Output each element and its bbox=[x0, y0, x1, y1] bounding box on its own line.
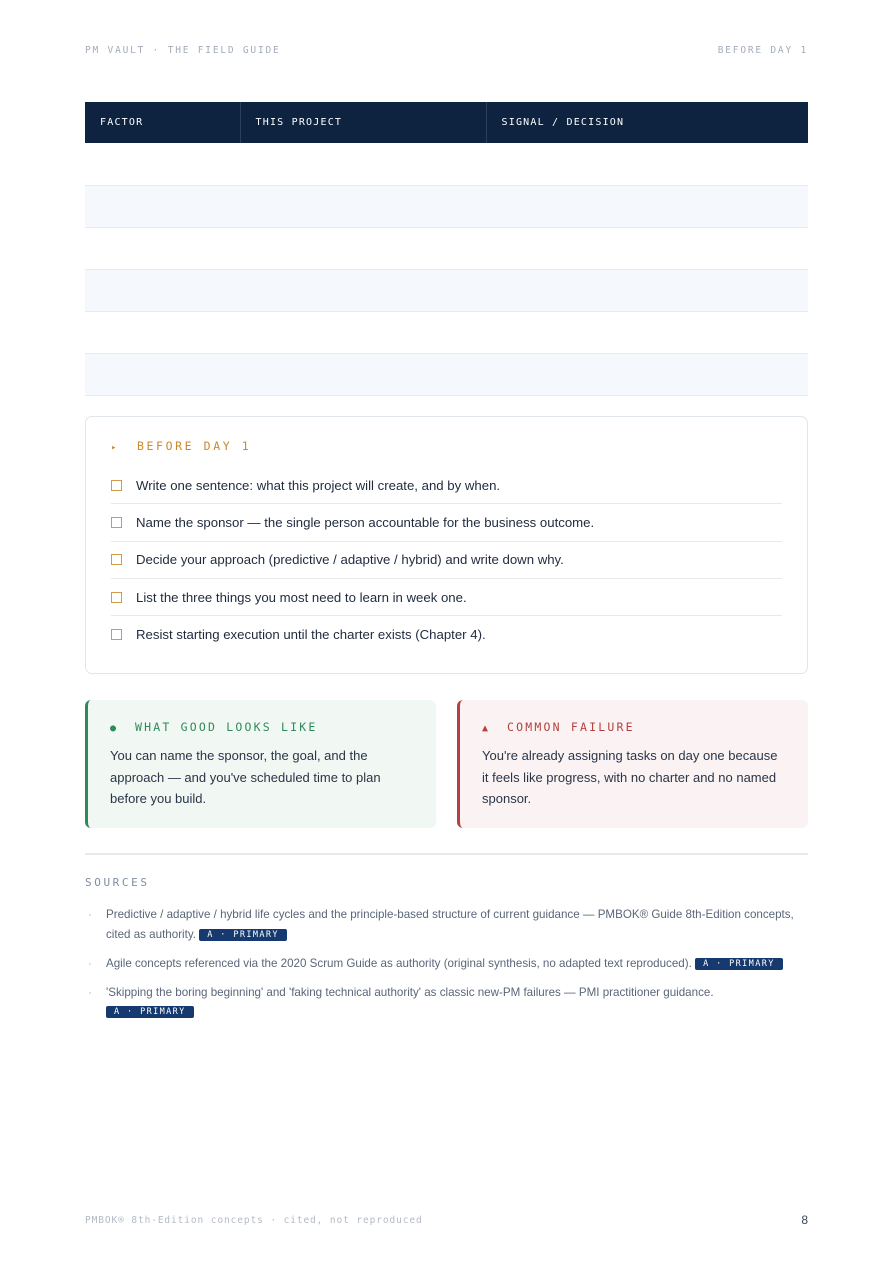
checklist-item[interactable] bbox=[111, 616, 782, 653]
checkbox-icon[interactable] bbox=[111, 480, 122, 491]
table-cell bbox=[85, 143, 240, 185]
sources-heading: SOURCES bbox=[85, 876, 150, 889]
checkbox-icon[interactable] bbox=[111, 554, 122, 565]
table-cell bbox=[85, 311, 240, 353]
table-cell bbox=[85, 227, 240, 269]
checklist-item-text: Decide your approach (predictive / adaptive / hybrid) and write down why. bbox=[136, 552, 564, 568]
common-failure-callout bbox=[457, 700, 808, 828]
divider bbox=[85, 853, 808, 855]
table-cell bbox=[486, 311, 808, 353]
warning-triangle-icon: ▲ bbox=[482, 723, 491, 734]
table-cell bbox=[486, 143, 808, 185]
running-head-title: PM VAULT · THE FIELD GUIDE bbox=[85, 45, 281, 56]
table-cell bbox=[85, 353, 240, 395]
source-text: Predictive / adaptive / hybrid life cycles and the principle-based structure of current guidance — PMBOK® Guide 8th-Edition concepts, cited as authority. bbox=[106, 908, 794, 941]
dot-icon: ● bbox=[110, 723, 119, 734]
triangle-right-icon: ▸ bbox=[111, 443, 120, 453]
source-item bbox=[85, 954, 808, 974]
source-badge: A · PRIMARY bbox=[199, 929, 287, 941]
page-number: 8 bbox=[801, 1213, 808, 1227]
bullet-icon: · bbox=[88, 956, 92, 970]
bullet-icon: · bbox=[88, 908, 92, 921]
table-cell bbox=[240, 269, 486, 311]
checkbox-icon[interactable] bbox=[111, 629, 122, 640]
table-row bbox=[85, 185, 808, 227]
before-day-1-checklist bbox=[85, 416, 808, 674]
table-cell bbox=[486, 227, 808, 269]
column-header-this-project: THIS PROJECT bbox=[240, 102, 486, 143]
table-cell bbox=[85, 185, 240, 227]
checklist-title: BEFORE DAY 1 bbox=[137, 439, 252, 453]
checkbox-icon[interactable] bbox=[111, 592, 122, 603]
checklist-item[interactable] bbox=[111, 504, 782, 541]
what-good-looks-like-callout bbox=[85, 700, 436, 828]
checklist-item-text: Resist starting execution until the charter exists (Chapter 4). bbox=[136, 627, 486, 643]
table-cell bbox=[240, 311, 486, 353]
callout-heading bbox=[482, 720, 786, 735]
running-head-section: BEFORE DAY 1 bbox=[717, 45, 808, 56]
checklist-item-text: List the three things you most need to learn in week one. bbox=[136, 589, 467, 605]
source-item bbox=[85, 983, 808, 1022]
column-header-factor: FACTOR bbox=[85, 102, 240, 143]
checklist-item-text: Name the sponsor — the single person accountable for the business outcome. bbox=[136, 514, 595, 530]
table-cell bbox=[240, 185, 486, 227]
table-cell bbox=[240, 143, 486, 185]
table-cell bbox=[486, 353, 808, 395]
callout-title: COMMON FAILURE bbox=[507, 720, 635, 734]
checklist-item-text: Write one sentence: what this project will create, and by when. bbox=[136, 477, 501, 493]
checkbox-icon[interactable] bbox=[111, 517, 122, 528]
table-cell bbox=[240, 353, 486, 395]
table-row bbox=[85, 269, 808, 311]
factor-table bbox=[85, 102, 808, 396]
table-cell bbox=[85, 269, 240, 311]
checklist-item[interactable] bbox=[111, 542, 782, 579]
footer-note: PMBOK® 8th-Edition concepts · cited, not reproduced bbox=[85, 1215, 423, 1226]
checklist-heading bbox=[111, 439, 782, 455]
running-head bbox=[85, 45, 808, 57]
bullet-icon: · bbox=[88, 985, 92, 999]
callout-body: You're already assigning tasks on day one because it feels like progress, with no charter and no named sponsor. bbox=[482, 748, 778, 806]
source-badge: A · PRIMARY bbox=[695, 958, 783, 970]
table-row bbox=[85, 227, 808, 269]
checklist-item[interactable] bbox=[111, 579, 782, 616]
table-header-row bbox=[85, 102, 808, 143]
checklist-item[interactable] bbox=[111, 467, 782, 504]
callout-title: WHAT GOOD LOOKS LIKE bbox=[135, 720, 318, 734]
table-cell bbox=[486, 185, 808, 227]
callout-heading bbox=[110, 720, 414, 735]
table-row bbox=[85, 353, 808, 395]
table-row bbox=[85, 311, 808, 353]
source-text: 'Skipping the boring beginning' and 'faking technical authority' as classic new-PM failures — PMI practitioner guidance. bbox=[106, 985, 714, 999]
source-item bbox=[85, 905, 808, 944]
table-row bbox=[85, 143, 808, 185]
table-cell bbox=[240, 227, 486, 269]
source-badge: A · PRIMARY bbox=[106, 1006, 194, 1018]
sources-list bbox=[85, 905, 808, 1031]
column-header-signal-decision: SIGNAL / DECISION bbox=[486, 102, 808, 143]
source-text: Agile concepts referenced via the 2020 Scrum Guide as authority (original synthesis, no adapted text reproduced). bbox=[106, 956, 692, 970]
table-cell bbox=[486, 269, 808, 311]
callout-body: You can name the sponsor, the goal, and the approach — and you've scheduled time to plan before you build. bbox=[110, 748, 381, 806]
